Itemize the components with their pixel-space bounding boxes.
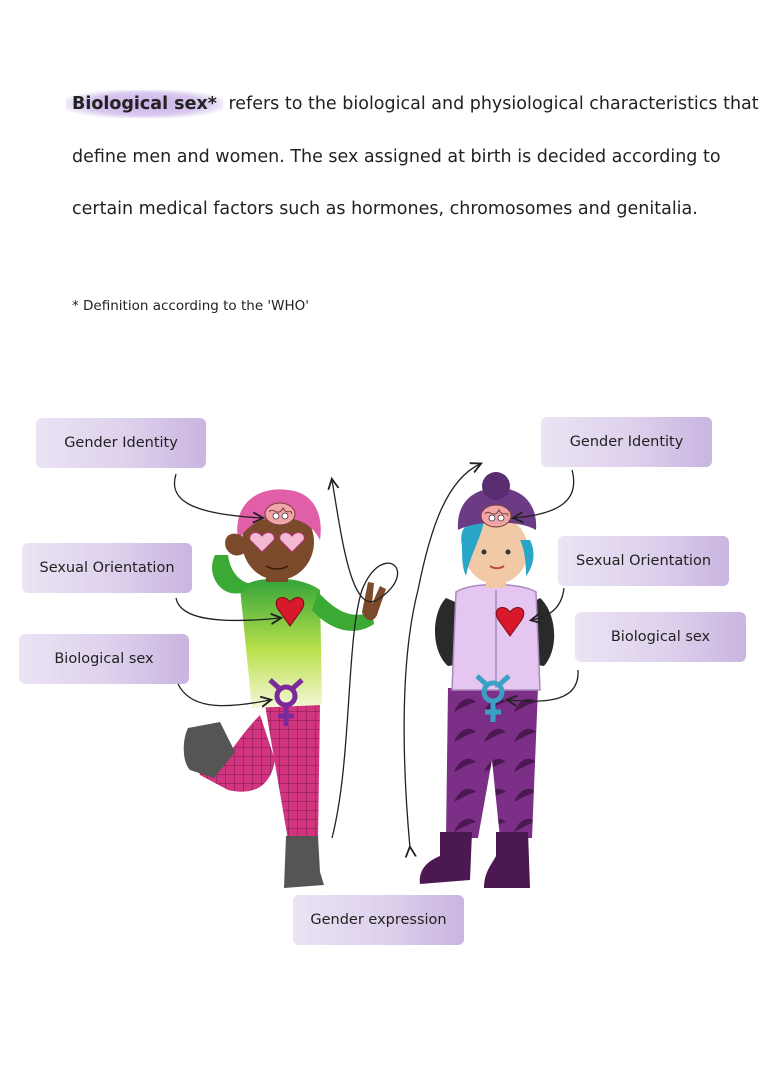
right-boot-left — [420, 832, 472, 884]
left-arm-up — [212, 555, 252, 594]
label-biological-sex-right: Biological sex — [575, 612, 746, 662]
left-character — [184, 489, 386, 888]
left-boot-standing — [284, 836, 324, 888]
right-hat-pompom — [482, 472, 510, 500]
arrow-gender-expression-left — [332, 480, 398, 838]
label-sexual-orientation-left: Sexual Orientation — [22, 543, 192, 593]
definition-line-1-rest: refers to the biological and physiological characteristics that — [222, 94, 759, 114]
label-gender-expression: Gender expression — [293, 895, 464, 945]
definition-line-2: define men and women. The sex assigned at birth is decided according to — [72, 147, 721, 167]
label-sexual-orientation-right: Sexual Orientation — [558, 536, 729, 586]
brain-icon — [481, 505, 511, 527]
label-gender-identity-left: Gender Identity — [36, 418, 206, 468]
left-standing-leg — [265, 705, 320, 840]
term-highlight: Biological sex* — [66, 90, 223, 118]
right-boot-right — [484, 832, 530, 888]
definition-line-3: certain medical factors such as hormones, chromosomes and genitalia. — [72, 199, 698, 219]
right-character — [420, 472, 554, 888]
brain-icon — [265, 503, 295, 525]
footnote: * Definition according to the 'WHO' — [72, 298, 309, 314]
label-gender-identity-right: Gender Identity — [541, 417, 712, 467]
label-biological-sex-left: Biological sex — [19, 634, 189, 684]
